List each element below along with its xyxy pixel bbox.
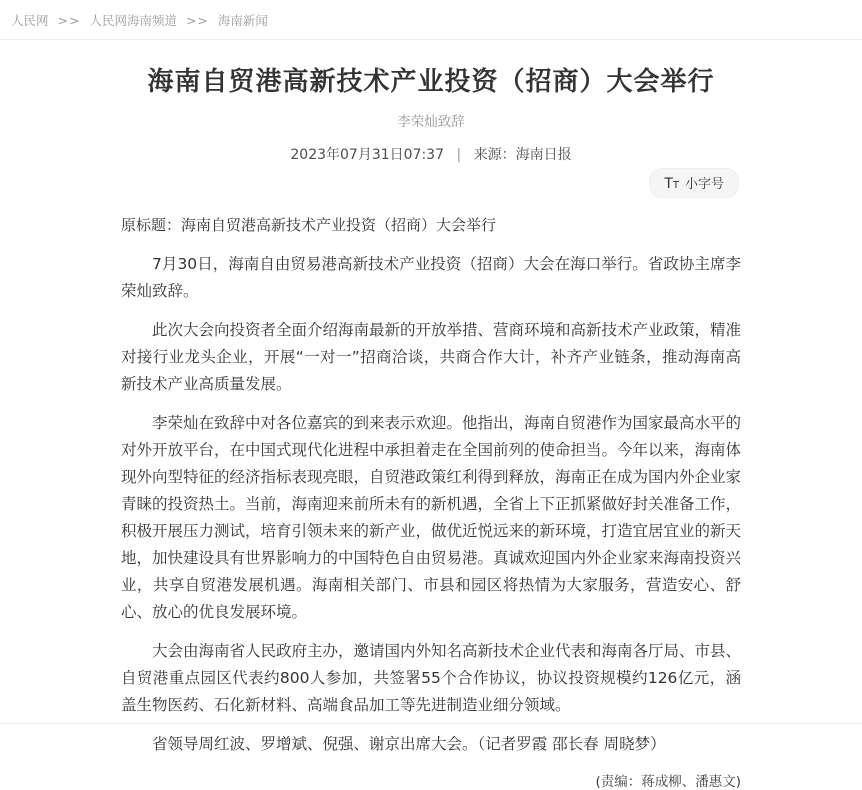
source-label: 来源：	[473, 147, 516, 163]
breadcrumb-link-peoplesdaily[interactable]: 人民网	[11, 13, 49, 28]
editor-credit: (责编：蒋成柳、潘惠文)	[595, 774, 741, 790]
article-subtitle: 李荣灿致辞	[397, 114, 465, 130]
article-meta	[121, 144, 741, 164]
source-link[interactable]: 海南日报	[515, 147, 572, 163]
article-toolbar	[121, 168, 741, 198]
breadcrumb-link-hainan-news[interactable]: 海南新闻	[217, 13, 268, 28]
article-paragraph: 7月30日，海南自由贸易港高新技术产业投资（招商）大会在海口举行。省政协主席李荣灿致辞。	[121, 255, 741, 300]
article-paragraph: 省领导周红波、罗增斌、倪强、谢京出席大会。（记者罗霞 邵长春 周晓梦）	[152, 735, 666, 753]
bottom-divider	[0, 723, 862, 724]
font-size-button[interactable]	[649, 168, 739, 198]
breadcrumb	[0, 0, 862, 40]
meta-separator: |	[456, 147, 462, 163]
breadcrumb-separator: >>	[185, 13, 209, 28]
breadcrumb-link-hainan-channel[interactable]: 人民网海南频道	[89, 13, 177, 28]
article-paragraph: 大会由海南省人民政府主办，邀请国内外知名高新技术企业代表和海南各厅局、市县、自贸港重点园区代表约800人参加，共签署55个合作协议，协议投资规模约126亿元，涵盖生物医药、石化新材料、高端食品加工等先进制造业细分领域。	[121, 642, 742, 714]
breadcrumb-separator: >>	[57, 13, 81, 28]
article-paragraph: 此次大会向投资者全面介绍海南最新的开放举措、营商环境和高新技术产业政策，精准对接行业龙头企业，开展“一对一”招商洽谈，共商合作大计，补齐产业链条，推动海南高新技术产业高质量发展。	[121, 321, 742, 393]
publish-datetime: 2023年07月31日07:37	[290, 147, 444, 163]
font-size-button-label: 小字号	[684, 177, 724, 192]
original-title-line: 原标题：海南自贸港高新技术产业投资（招商）大会举行	[121, 216, 497, 234]
article-paragraph: 李荣灿在致辞中对各位嘉宾的到来表示欢迎。他指出，海南自贸港作为国家最高水平的对外开放平台，在中国式现代化进程中承担着走在全国前列的使命担当。今年以来，海南体现外向型特征的经济指标表现亮眼，自贸港政策红利得到释放，海南正在成为国内外企业家青睐的投资热土。当前，海南迎来前所未有的新机遇，全省上下正抓紧做好封关准备工作，积极开展压力测试，培育引领未来的新产业，做优近悦远来的新环境，打造宜居宜业的新天地，加快建设具有世界影响力的中国特色自由贸易港。真诚欢迎国内外企业家来海南投资兴业，共享自贸港发展机遇。海南相关部门、市县和园区将热情为大家服务，营造安心、舒心、放心的优良发展环境。	[121, 414, 742, 621]
article-column	[121, 66, 741, 790]
font-size-icon: TT	[664, 176, 679, 192]
article-content	[121, 212, 741, 790]
article-title: 海南自贸港高新技术产业投资（招商）大会举行	[147, 67, 715, 97]
